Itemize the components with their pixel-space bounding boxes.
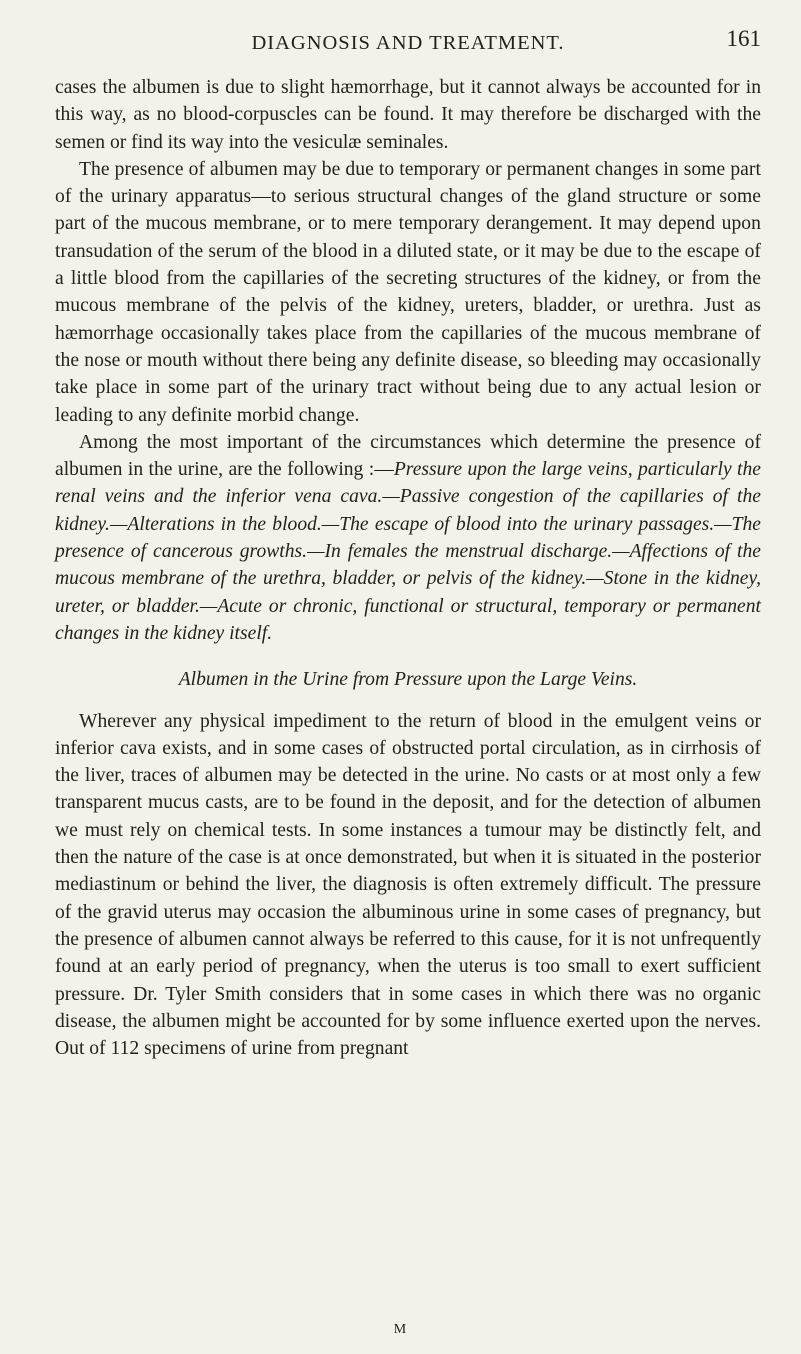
- paragraph-circumstances: [55, 429, 761, 647]
- paragraph-continuation: cases the albumen is due to slight hæmorrhage, but it cannot always be accounted for in this way, as no blood-corpuscles can be found. It may therefore be discharged with the semen or find its way into the vesiculæ seminales.: [55, 77, 761, 153]
- paragraph-pressure-veins: Wherever any physical impediment to the return of blood in the emulgent veins or inferior cava exists, and in some cases of obstructed portal circulation, as in cirrhosis of the liver, traces of albumen may be detected in the urine. No casts or at most only a few transparent mucus casts, are to be found in the deposit, and for the detection of albumen we must rely on chemical tests. In some instances a tumour may be distinctly felt, and then the nature of the case is at once demonstrated, but when it is situated in the posterior mediastinum or behind the liver, the diagnosis is often extremely difficult. The pressure of the gravid uterus may occasion the albuminous urine in some cases of pregnancy, but the presence of albumen cannot always be referred to this cause, for it is not unfrequently found at an early period of pregnancy, when the uterus is too small to exert sufficient pressure. Dr. Tyler Smith considers that in some cases in which there was no organic disease, the albumen might be accounted for by some influence exerted upon the nerves. Out of 112 specimens of urine from pregnant: [55, 710, 761, 1060]
- running-head: [55, 26, 761, 56]
- section-heading: Albumen in the Urine from Pressure upon the Large Veins.: [178, 669, 638, 691]
- paragraph-albumen-causes: The presence of albumen may be due to temporary or permanent changes in some part of the urinary apparatus—to serious structural changes of the gland structure or some part of the mucous membrane, or to mere temporary derangement. It may depend upon transudation of the serum of the blood in a diluted state, or it may be due to the escape of a little blood from the capillaries of the secreting structures of the kidney, or from the mucous membrane of the pelvis of the kidney, ureters, bladder, or urethra. Just as hæmorrhage occasionally takes place from the capillaries of the mucous membrane of the nose or mouth without there being any definite disease, so bleeding may occasionally take place in some part of the urinary tract without being due to any actual lesion or leading to any definite morbid change.: [55, 158, 761, 426]
- body-text: [55, 74, 761, 1062]
- page-number: 161: [726, 26, 761, 51]
- signature-mark: M: [393, 1322, 408, 1337]
- circumstances-intro: Among the most important of the circumstances which determine the presence of albumen in the urine, are the following :—: [55, 431, 761, 481]
- circumstances-list: Pressure upon the large veins, particularly the renal veins and the inferior vena cava.—Passive congestion of the capillaries of the kidney.—Alterations in the blood.—The escape of blood into the urinary passages.—The presence of cancerous growths.—In females the menstrual discharge.—Affections of the mucous membrane of the urethra, bladder, or pelvis of the kidney.—Stone in the kidney, ureter, or bladder.—Acute or chronic, functional or structural, temporary or permanent changes in the kidney itself.: [55, 459, 761, 644]
- running-title: DIAGNOSIS AND TREATMENT.: [251, 32, 565, 54]
